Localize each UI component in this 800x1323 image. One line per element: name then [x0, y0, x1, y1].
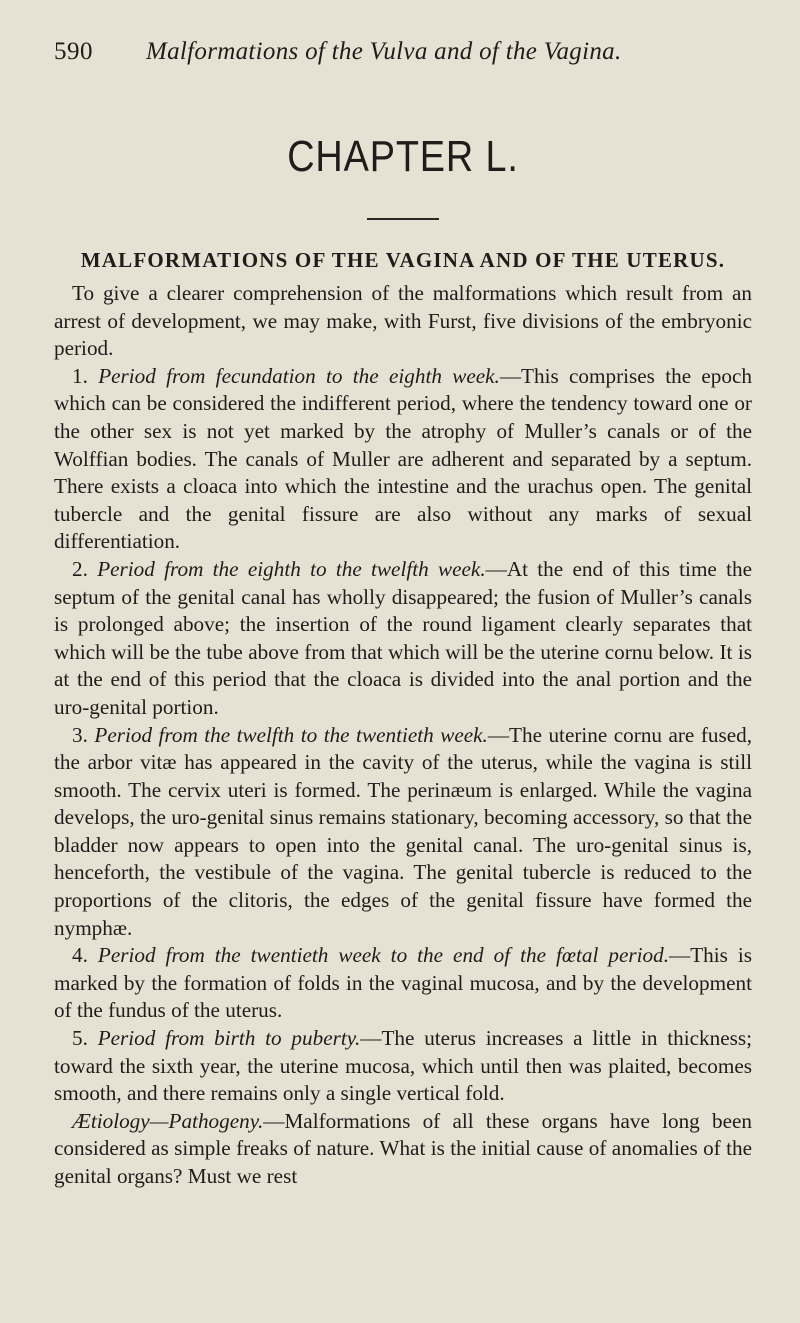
paragraph-1-heading: Period from fecundation to the eighth week.	[98, 363, 500, 388]
paragraph-6-text: —Malformations of all these organs have long been considered as simple freaks of nature. What is the initial cause of anomalies of the genital organs? Must we rest	[54, 1108, 752, 1188]
paragraph-1-text: —This comprises the epoch which can be considered the indifferent period, where the tendency toward one or the other sex is not yet marked by the atrophy of Muller’s canals or of the Wolffian bodies. The canals of Muller are adherent and separated by a septum. There exists a cloaca into which the intestine and the urachus open. The genital tubercle and the genital fissure are also without any marks of sexual differentiation.	[54, 363, 752, 554]
paragraph-4-heading: Period from the twentieth week to the end of the fœtal period.	[97, 943, 669, 968]
paragraph-5-number: 5.	[72, 1026, 88, 1051]
paragraph-4-number: 4.	[72, 943, 88, 968]
running-head	[54, 38, 752, 76]
page-number: 590	[54, 38, 93, 65]
body-text	[54, 280, 752, 1191]
paragraph-6-heading: Ætiology—Pathogeny.	[72, 1108, 264, 1133]
paragraph-2-heading: Period from the eighth to the twelfth week.	[97, 556, 486, 581]
section-heading: MALFORMATIONS OF THE VAGINA AND OF THE UTERUS.	[80, 248, 726, 272]
chapter-title: CHAPTER L.	[287, 132, 519, 181]
intro-paragraph: To give a clearer comprehension of the malformations which result from an arrest of development, we may make, with Furst, five divisions of the embryonic period.	[54, 281, 752, 361]
paragraph-6	[54, 1108, 752, 1191]
paragraph-2-text: —At the end of this time the septum of the genital canal has wholly disappeared; the fusion of Muller’s canals is prolonged above; the insertion of the round ligament clearly separates that which will be the tube above from that which will be the uterine cornu below. It is at the end of this period that the cloaca is divided into the anal portion and the uro-genital portion.	[54, 556, 753, 719]
divider-rule	[367, 218, 439, 220]
paragraph-2	[54, 556, 752, 722]
paragraph-4	[54, 942, 752, 1025]
paragraph-3-text: —The uterine cornu are fused, the arbor vitæ has appeared in the cavity of the uterus, while the vagina is still smooth. The cervix uteri is formed. The perinæum is enlarged. While the vagina develops, the uro-genital sinus remains stationary, becoming accessory, so that the bladder now appears to open into the genital canal. The uro-genital sinus is, henceforth, the vestibule of the vagina. The genital tubercle is reduced to the proportions of the clitoris, the edges of the genital fissure have formed the nymphæ.	[54, 722, 753, 940]
paragraph-1-number: 1.	[72, 363, 88, 388]
paragraph-4-text: —This is marked by the formation of folds in the vaginal mucosa, and by the development of the fundus of the uterus.	[54, 943, 752, 1023]
running-title: Malformations of the Vulva and of the Vagina.	[146, 38, 622, 65]
paragraph-3	[54, 722, 752, 943]
paragraph-2-number: 2.	[72, 556, 88, 581]
paragraph-5-heading: Period from birth to puberty.	[97, 1026, 361, 1051]
paragraph-1	[54, 363, 752, 556]
paragraph-3-heading: Period from the twelfth to the twentieth week.	[94, 722, 488, 747]
paragraph-5	[54, 1025, 752, 1108]
paragraph-5-text: —The uterus increases a little in thickness; toward the sixth year, the uterine mucosa, which until then was plaited, becomes smooth, and there remains only a single vertical fold.	[54, 1026, 753, 1106]
paragraph-3-number: 3.	[72, 722, 88, 747]
